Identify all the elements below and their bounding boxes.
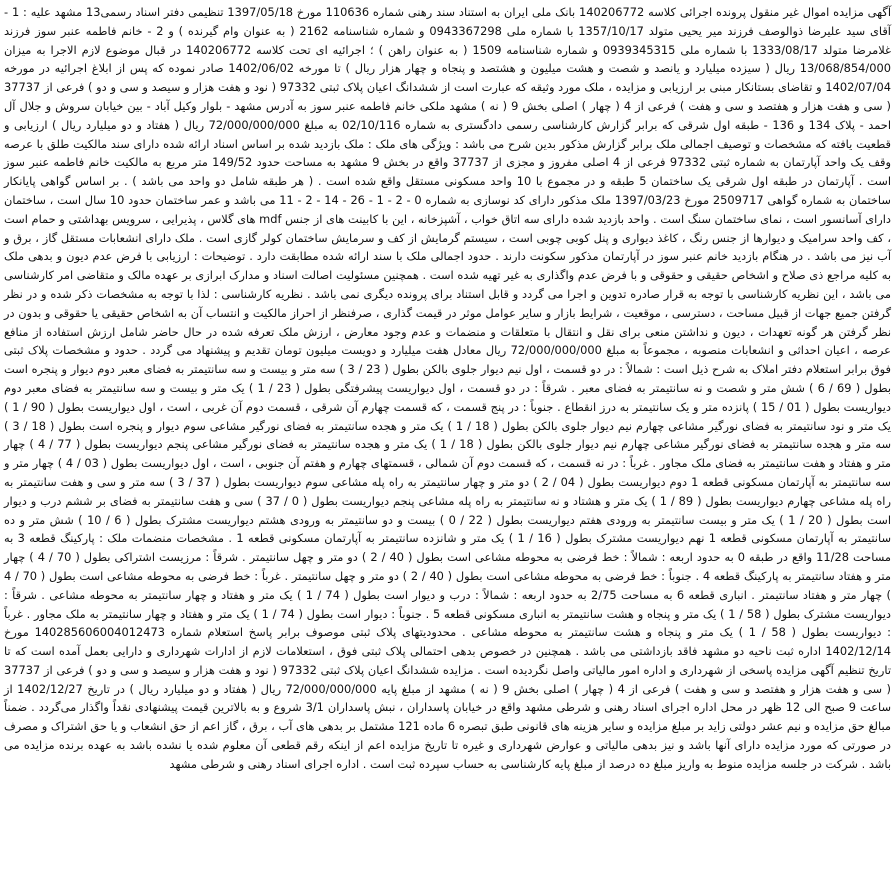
auction-notice-text: آگهی مزایده اموال غیر منقول پرونده اجرائی کلاسه 140206772 بانک ملی ایران به استناد سند رهنی شماره 110636 مورخ 1397/05/18 تنظیمی دفتر اسناد رسمی13 مشهد علیه : 1 - آقای سید علیرضا ذوالوصف فرزند میر یحیی متولد 1357/10/17 با شماره ملی 0943367298 و شماره شناسنامه 2162 ( به عنوان وام گیرنده ) و 2 - خانم فاطمه عنبر سوز فرزند غلامرضا متولد 1333/08/17 با شماره ملی 0939345315 و شماره شناسنامه 1509 ( به عنوان راهن ) ؛ اجرائیه ای تحت کلاسه 140206772 در قبال موضوع لازم الاجرا به میزان 13/068/854/000 ریال ( سیزده میلیارد و یانصد و شصت و هشت میلیون و هشتصد و پنجاه و چهار هزار ریال ) تا مورخه 1402/06/02 صادر نموده که پس از ابلاغ اجرائیه در مورخه 1402/07/04 و تقاضای بستانکار مبنی بر ارزیابی و مزایده ، ملک مورد وثیقه که عبارت است از ششدانگ اعیان پلاک ثبتی 97332 ( نود و هفت هزار و سیصد و سی و دو ) فرعی از 37737 ( سی و هفت هزار و هفتصد و سی و هفت ) فرعی از 4 ( چهار ) اصلی بخش 9 ( نه ) مشهد ملکی خانم فاطمه عنبر سوز به آدرس مشهد - بلوار وکیل آباد - بین خیابان سروش و جلال آل احمد - پلاک 134 و 136 - طبقه اول شرقی که برابر گزارش کارشناسی رسمی دادگستری به شماره 02/10/116 به مبلغ 72/000/000/000 ریال ( هفتاد و دو میلیارد ریال ) ارزیابی و قطعیت یافته که مشخصات و توصیف اجمالی ملک برابر گزارش مذکور بدین شرح می باشد : ویژگی های ملک : ملک بازدید شده بر اساس اسناد ارائه شده دارای سند مالکیت طلق با عرصه وقف یک واحد آپارتمان به شماره ثبتی 97332 فرعی از 4 اصلی مفروز و مجزی از 37737 واقع در بخش 9 مشهد به مساحت حدود 149/52 متر مربع به مالکیت خانم فاطمه عنبر سوز است . آپارتمان در طبقه اول شرقی یک ساختمان 5 طبقه و در مجموع با 10 واحد مسکونی مستقل واقع شده است . ( هر طبقه شامل دو واحد می باشد ) . بر اساس گواهی پایانکار ساختمان به شماره گواهی 2509717 مورخ 1397/03/23 ملک مذکور دارای کد نوسازی به شماره 0 - 2 - 1 - 26 - 14 - 2 - 11 می باشد و عمر ساختمان حدود 10 سال است ، ساختمان دارای آسانسور است ، نمای ساختمان سنگ است . واحد بازدید شده دارای سه اتاق خواب ، آشپزخانه ، این با کابینت های از جنس mdf های گلاس ، پذیرایی ، سرویس بهداشتی و حمام است ، کف واحد سرامیک و دیوارها از جنس رنگ ، کاغذ دیواری و پنل کوبی چوبی است ، سیستم گرمایش از کف و سرمایش ساختمان کولر گازی است . ملک دارای انشعابات مستقل گاز ، برق و آب نیز می باشد . در هنگام بازدید خانم عنبر سوز در آپارتمان مذکور سکونت دارند . حدود اجمالی ملک با سند ارائه شده مطابقت دارد . توضیحات : ارزیابی با فرض عدم دیون و بدهی ملک به کلیه مراجع ذی صلاح و اشخاص حقیقی و حقوقی و با فرض عدم واگذاری به غیر تهیه شده است . همچنین مسئولیت اصالت اسناد و مدارک ابرازی بر عهده مالک و متقاضی امر کارشناسی می باشد ، این نظریه کارشناسی با توجه به قرار صادره تدوین و اجرا می گردد و قابل استناد برای پرونده دیگری نمی باشد . نظریه کارشناسی : لذا با توجه به مشخصات ذکر شده و در نظر گرفتن جمیع جهات از قبیل مساحت ، دسترسی ، موقعیت ، شرایط بازار و سایر عوامل موثر در قیمت گذاری ، صرفنظر از احراز مالکیت و انتساب آن به اشخاص حقیقی یا حقوقی و بدون در نظر گرفتن هر گونه تعهدات ، دیون و نداشتن منعی برای نقل و انتقال با متعلقات و منضمات و عدم وجود معارض ، ارزش ملک تعرفه شده در حال حاضر شامل ارزش استفاده از منافع عرصه ، اعیان احداثی و انشعابات منصوبه ، مجموعاً به مبلغ 72/000/000/000 ریال معادل هفت میلیارد و دویست میلیون تومان تقدیم و پیشنهاد می گردد . حدود و مشخصات پلاک ثبتی فوق برابر استعلام دفتر املاک به شرح ذیل است : شمالاً : در دو قسمت ، اول نیم دیوار جلوی بالکن بطول ( 23 / 3 ) سه متر و بیست و سه سانتیمتر به فضای معبر دوم دیوار و پنجره است بطول ( 69 / 6 ) شش متر و شصت و نه سانتیمتر به فضای معبر . شرقاً : در دو قسمت ، اول دیواریست پیشرفتگی بطول ( 23 / 1 ) یک متر و بیست و سه سانتیمتر به فضای معبر دوم دیواریست بطول ( 01 / 15 ) پانزده متر و یک سانتیمتر به درز انقطاع . جنوباً : در پنج قسمت ، که قسمت چهارم آن شرقی ، قسمت دوم آن غربی ، است ، اول دیواریست بطول ( 90 / 1 ) یک متر و نود سانتیمتر به فضای نورگیر مشاعی چهارم نیم دیوار جلوی بالکن بطول ( 18 / 1 ) یک متر و هجده سانتیمتر به فضای نورگیر مشاعی سوم دیوار و پنجره است بطول ( 18 / 3 ) سه متر و هجده سانتیمتر به فضای نورگیر مشاعی چهارم نیم دیوار جلوی بالکن بطول ( 18 / 1 ) یک متر و هجده سانتیمتر به فضای نورگیر مشاعی پنجم دیواریست بطول ( 77 / 4 ) چهار متر و هفتاد و هفت سانتیمتر به فضای ملک مجاور . غرباً : در نه قسمت ، که قسمت دوم آن شمالی ، قسمتهای چهارم و هفتم آن جنوبی ، است ، اول دیواریست بطول ( 03 / 4 ) چهار متر و سه سانتیمتر به آپارتمان مسکونی قطعه 1 دوم دیواریست بطول ( 04 / 2 ) دو متر و چهار سانتیمتر به راه پله مشاعی سوم دیواریست بطول ( 37 / 3 ) سه متر و سی و هفت سانتیمتر به راه پله مشاعی چهارم دیواریست بطول ( 89 / 1 ) یک متر و هشتاد و نه سانتیمتر به راه پله مشاعی پنجم دیواریست بطول ( 0 / 37 ) سی و هفت سانتیمتر به فضای بر ششم درب و دیوار است بطول ( 20 / 1 ) یک متر و بیست سانتیمتر به ورودی هفتم دیواریست بطول ( 22 / 0 ) بیست و دو سانتیمتر به ورودی هشتم دیواریست مشترک بطول ( 6 / 10 ) شش متر و ده سانتیمتر به آپارتمان مسکونی قطعه 1 نهم دیواریست مشترک بطول ( 16 / 1 ) یک متر و شانزده سانتیمتر به آپارتمان مسکونی قطعه 1 . مشخصات منضمات ملک : پارکینگ قطعه 3 به مساحت 11/28 واقع در طبقه 0 به حدود اربعه : شمالاً : خط فرضی به محوطه مشاعی است بطول ( 40 / 2 ) دو متر و چهل سانتیمتر . شرقاً : مرزیست اشتراکی بطول ( 70 / 4 ) چهار متر و هفتاد سانتیمتر به پارکینگ قطعه 4 . جنوباً : خط فرضی به محوطه مشاعی است بطول ( 40 / 2 ) دو متر و چهل سانتیمتر . غرباً : خط فرضی به محوطه مشاعی است بطول ( 70 / 4 ) چهار متر و هفتاد سانتیمتر . انباری قطعه 6 به مساحت 2/75 به حدود اربعه : شمالاً : درب و دیوار است بطول ( 74 / 1 ) یک متر و هفتاد و چهار سانتیمتر به محوطه مشاعی . شرقاً : دیواریست مشترک بطول ( 58 / 1 ) یک متر و پنجاه و هشت سانتیمتر به انباری مسکونی قطعه 5 . جنوباً : دیوار است بطول ( 74 / 1 ) یک متر و هفتاد و چهار سانتیمتر به ملک مجاور . غرباً : دیواریست بطول ( 58 / 1 ) یک متر و پنجاه و هشت سانتیمتر به محوطه مشاعی . محدودیتهای پلاک ثبتی موصوف برابر پاسخ استعلام شماره 140285606004012473 مورخ 1402/12/14 اداره ثبت ناحیه دو مشهد فاقد بازداشتی می باشد . همچنین در خصوص بدهی احتمالی پلاک ثبتی فوق ، استعلامات لازم از ادارات شهرداری و دارایی بعمل آمده است که تا تاریخ تنظیم آگهی مزایده پاسخی از شهرداری و اداره امور مالیاتی واصل نگردیده است . مزایده ششدانگ اعیان پلاک ثبتی 97332 ( نود و هفت هزار و سیصد و سی و دو ) فرعی از 37737 ( سی و هفت هزار و هفتصد و سی و هفت ) فرعی از 4 ( چهار ) اصلی بخش 9 ( نه ) مشهد از مبلغ پایه 72/000/000/000 ریال ( هفتاد و دو میلیارد ریال ) در تاریخ 1402/12/27 از ساعت 9 صبح الی 12 ظهر در محل اداره اجرای اسناد رهنی و شرطی مشهد واقع در خیابان پاسداران ، نبش پاسداران 3/1 شروع و به بالاترین قیمت پیشنهادی نقداً واگذار می‌گردد . ضمناً مبالغ حق مزایده و نیم عشر دولتی زاید بر مبلغ مزایده و سایر هزینه های قانونی طبق تبصره 6 ماده 121 مشتمل بر بدهی های آب ، برق ، گاز اعم از حق انشعاب و یا حق اشتراک و مصرف در صورتی که مورد مزایده دارای آنها باشد و نیز بدهی مالیاتی و عوارض شهرداری و غیره تا تاریخ مزایده اعم از اینکه رقم قطعی آن معلوم شده یا نشده باشد به عهده برنده مزایده می باشد . شرکت در جلسه مزایده منوط به واریز مبلغ ده درصد از مبلغ پایه کارشناسی به حساب سپرده ثبت است . اداره اجرای اسناد رهنی و شرطی مشهد: [4, 5, 892, 771]
